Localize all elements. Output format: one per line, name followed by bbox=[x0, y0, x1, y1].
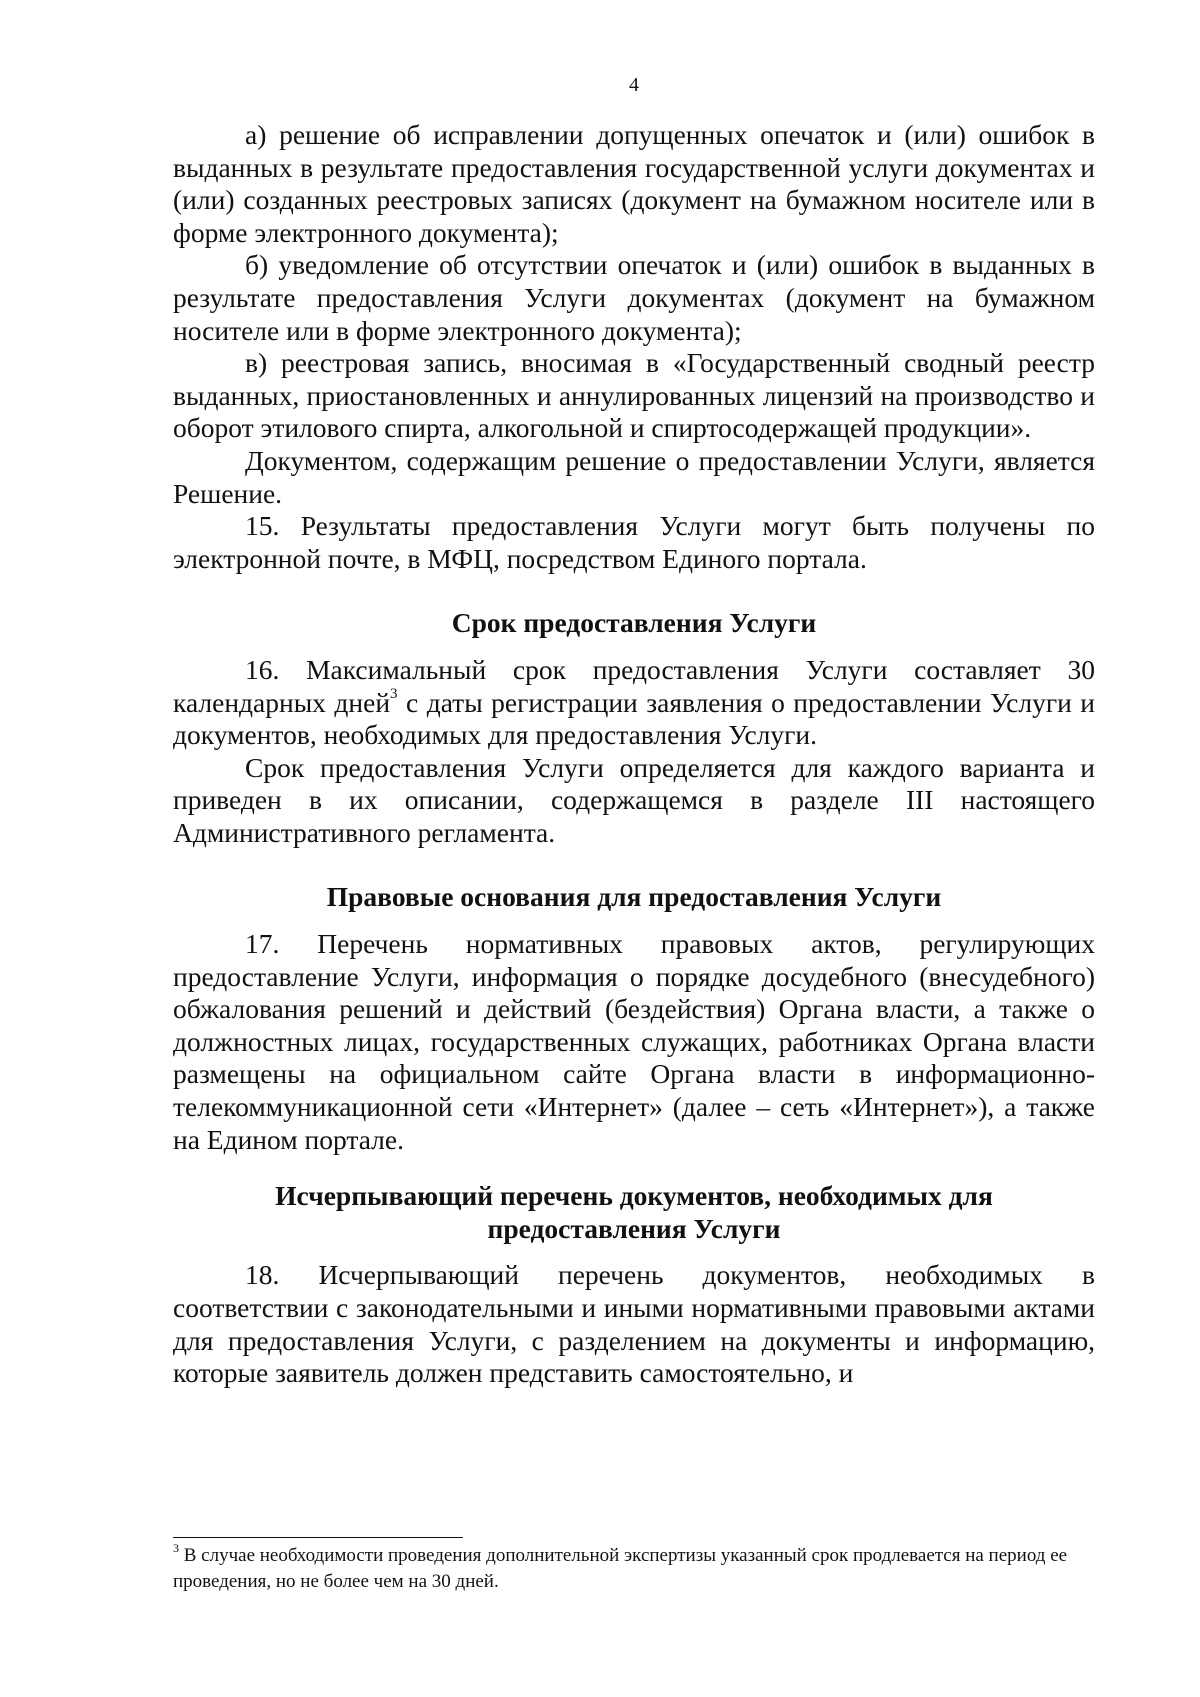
document-body bbox=[173, 119, 1095, 1390]
heading-documents-list: Исчерпывающий перечень документов, необходимых для предоставления Услуги bbox=[275, 1180, 993, 1244]
paragraph-18: 18. Исчерпывающий перечень документов, необходимых в соответствии с законодательными и иными нормативными правовыми актами для предоставления Услуги, с разделением на документы и информацию, которые заявитель должен представить самостоятельно, и bbox=[173, 1259, 1095, 1389]
paragraph-result-c: в) реестровая запись, вносимая в «Государственный сводный реестр выданных, приостановленных и аннулированных лицензий на производство и оборот этилового спирта, алкогольной и спиртосодержащей продукции». bbox=[173, 347, 1095, 444]
page-number: 4 bbox=[629, 74, 639, 96]
section-gap bbox=[173, 849, 1095, 881]
paragraph-16 bbox=[173, 654, 1095, 752]
section-gap bbox=[173, 640, 1095, 654]
section-gap bbox=[173, 575, 1095, 607]
section-gap bbox=[173, 1245, 1095, 1259]
paragraph-16-text-end: с даты регистрации заявления о предоставлении Услуги и документов, необходимых для предоставления Услуги. bbox=[173, 686, 1096, 751]
paragraph-16-term-variants: Срок предоставления Услуги определяется для каждого варианта и приведен в их описании, содержащемся в разделе III настоящего Административного регламента. bbox=[173, 751, 1095, 848]
footnote-text: В случае необходимости проведения дополнительной экспертизы указанный срок продлевается на период ее проведения, но не более чем на 30 дней. bbox=[173, 1545, 1068, 1592]
footnote bbox=[173, 1540, 1095, 1595]
footnote-reference: 3 bbox=[390, 686, 398, 703]
paragraph-15: 15. Результаты предоставления Услуги могут быть получены по электронной почте, в МФЦ, посредством Единого портала. bbox=[173, 510, 1095, 574]
paragraph-16-text-start: 16. Максимальный срок предоставления Услуги составляет 30 календарных дней bbox=[173, 653, 1095, 718]
section-gap bbox=[173, 1156, 1095, 1180]
paragraph-17: 17. Перечень нормативных правовых актов, регулирующих предоставление Услуги, информация о порядке досудебного (внесудебного) обжалования решений и действий (бездействия) Органа власти, а также о должностных лицах, государственных служащих, работниках Органа власти размещены на официальном сайте Органа власти в информационно-телекоммуникационной сети «Интернет» (далее – сеть «Интернет»), а также на Едином портале. bbox=[173, 928, 1095, 1155]
footnote-number: 3 bbox=[173, 1540, 179, 1555]
paragraph-result-b: б) уведомление об отсутствии опечаток и (или) ошибок в выданных в результате предоставления Услуги документах (документ на бумажном носителе или в форме электронного документа); bbox=[173, 249, 1095, 346]
heading-legal-basis: Правовые основания для предоставления Услуги bbox=[326, 881, 942, 913]
footnote-separator bbox=[173, 1537, 463, 1538]
section-gap bbox=[173, 914, 1095, 928]
heading-service-term: Срок предоставления Услуги bbox=[451, 607, 817, 639]
paragraph-result-a: а) решение об исправлении допущенных опечаток и (или) ошибок в выданных в результате предоставления государственной услуги документах и (или) созданных реестровых записях (документ на бумажном носителе или в форме электронного документа); bbox=[173, 119, 1095, 248]
paragraph-decision-document: Документом, содержащим решение о предоставлении Услуги, является Решение. bbox=[173, 444, 1095, 509]
